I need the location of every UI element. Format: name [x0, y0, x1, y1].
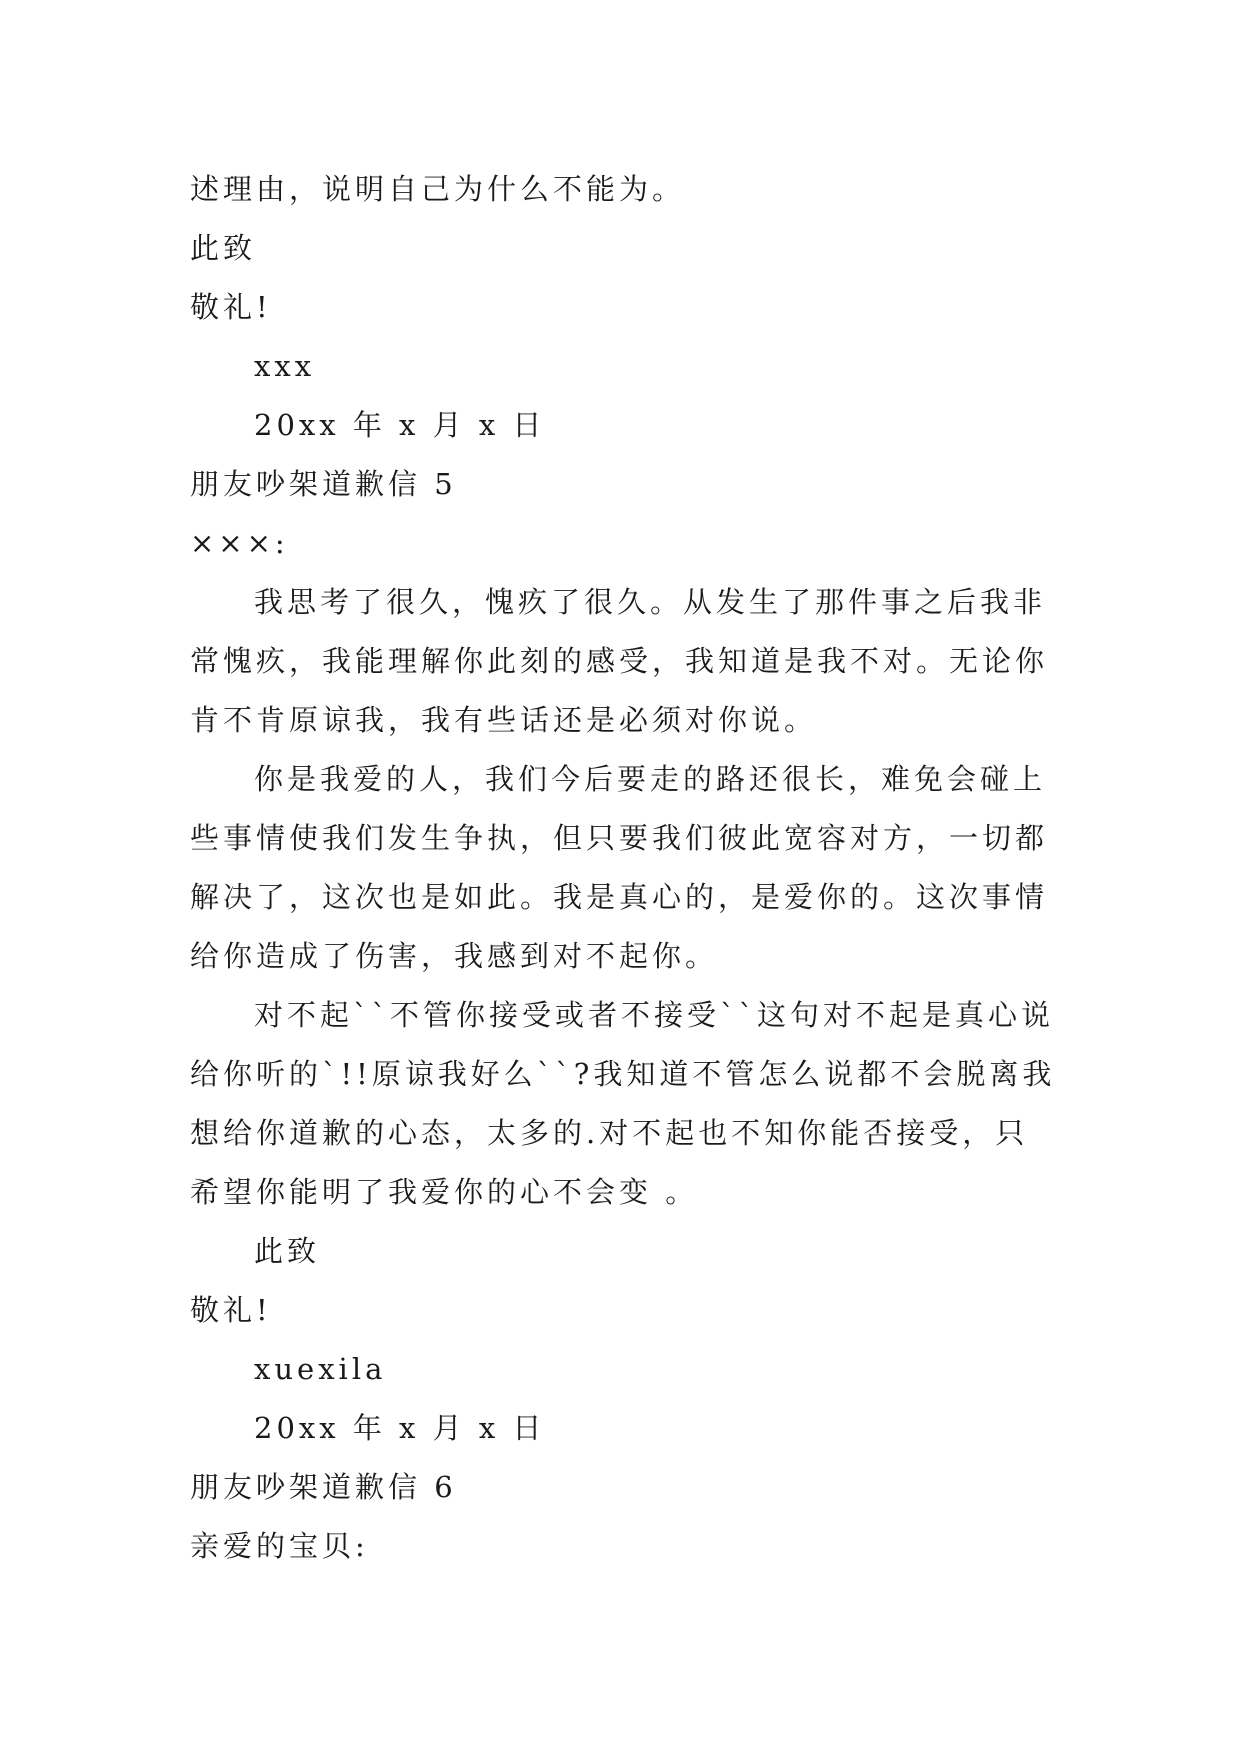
recipient-line: 亲爱的宝贝: — [190, 1529, 369, 1563]
text-line: 你是我爱的人，我们今后要走的路还很长，难免会碰上 — [254, 762, 1047, 796]
signature-line: xxx — [254, 349, 316, 383]
section-heading: 朋友吵架道歉信 6 — [190, 1470, 457, 1504]
letter-body — [190, 160, 1060, 1576]
salutation-line: 敬礼! — [190, 290, 272, 324]
text-line: 我思考了很久，愧疚了很久。从发生了那件事之后我非 — [254, 585, 1047, 619]
text-line: 些事情使我们发生争执，但只要我们彼此宽容对方，一切都 — [190, 821, 1049, 855]
recipient-line: ×××: — [190, 526, 289, 560]
text-line: 给你听的`!!原谅我好么``?我知道不管怎么说都不会脱离我 — [190, 1057, 1056, 1091]
closing-line: 此致 — [190, 231, 257, 265]
text-line: 对不起``不管你接受或者不接受``这句对不起是真心说 — [254, 998, 1055, 1032]
text-line: 给你造成了伤害，我感到对不起你。 — [190, 939, 719, 973]
closing-line: 此致 — [254, 1234, 321, 1268]
signature-line: xuexila — [254, 1352, 387, 1386]
date-line: 20xx 年 x 月 x 日 — [254, 408, 546, 442]
salutation-line: 敬礼! — [190, 1293, 272, 1327]
text-line: 肯不肯原谅我，我有些话还是必须对你说。 — [190, 703, 818, 737]
section-heading: 朋友吵架道歉信 5 — [190, 467, 457, 501]
date-line: 20xx 年 x 月 x 日 — [254, 1411, 546, 1445]
text-line: 想给你道歉的心态，太多的.对不起也不知你能否接受，只 — [190, 1116, 1029, 1150]
text-line: 述理由，说明自己为什么不能为。 — [190, 172, 686, 206]
text-line: 常愧疚，我能理解你此刻的感受，我知道是我不对。无论你 — [190, 644, 1049, 678]
text-line: 解决了，这次也是如此。我是真心的，是爱你的。这次事情 — [190, 880, 1049, 914]
text-line: 希望你能明了我爱你的心不会变 。 — [190, 1175, 699, 1209]
